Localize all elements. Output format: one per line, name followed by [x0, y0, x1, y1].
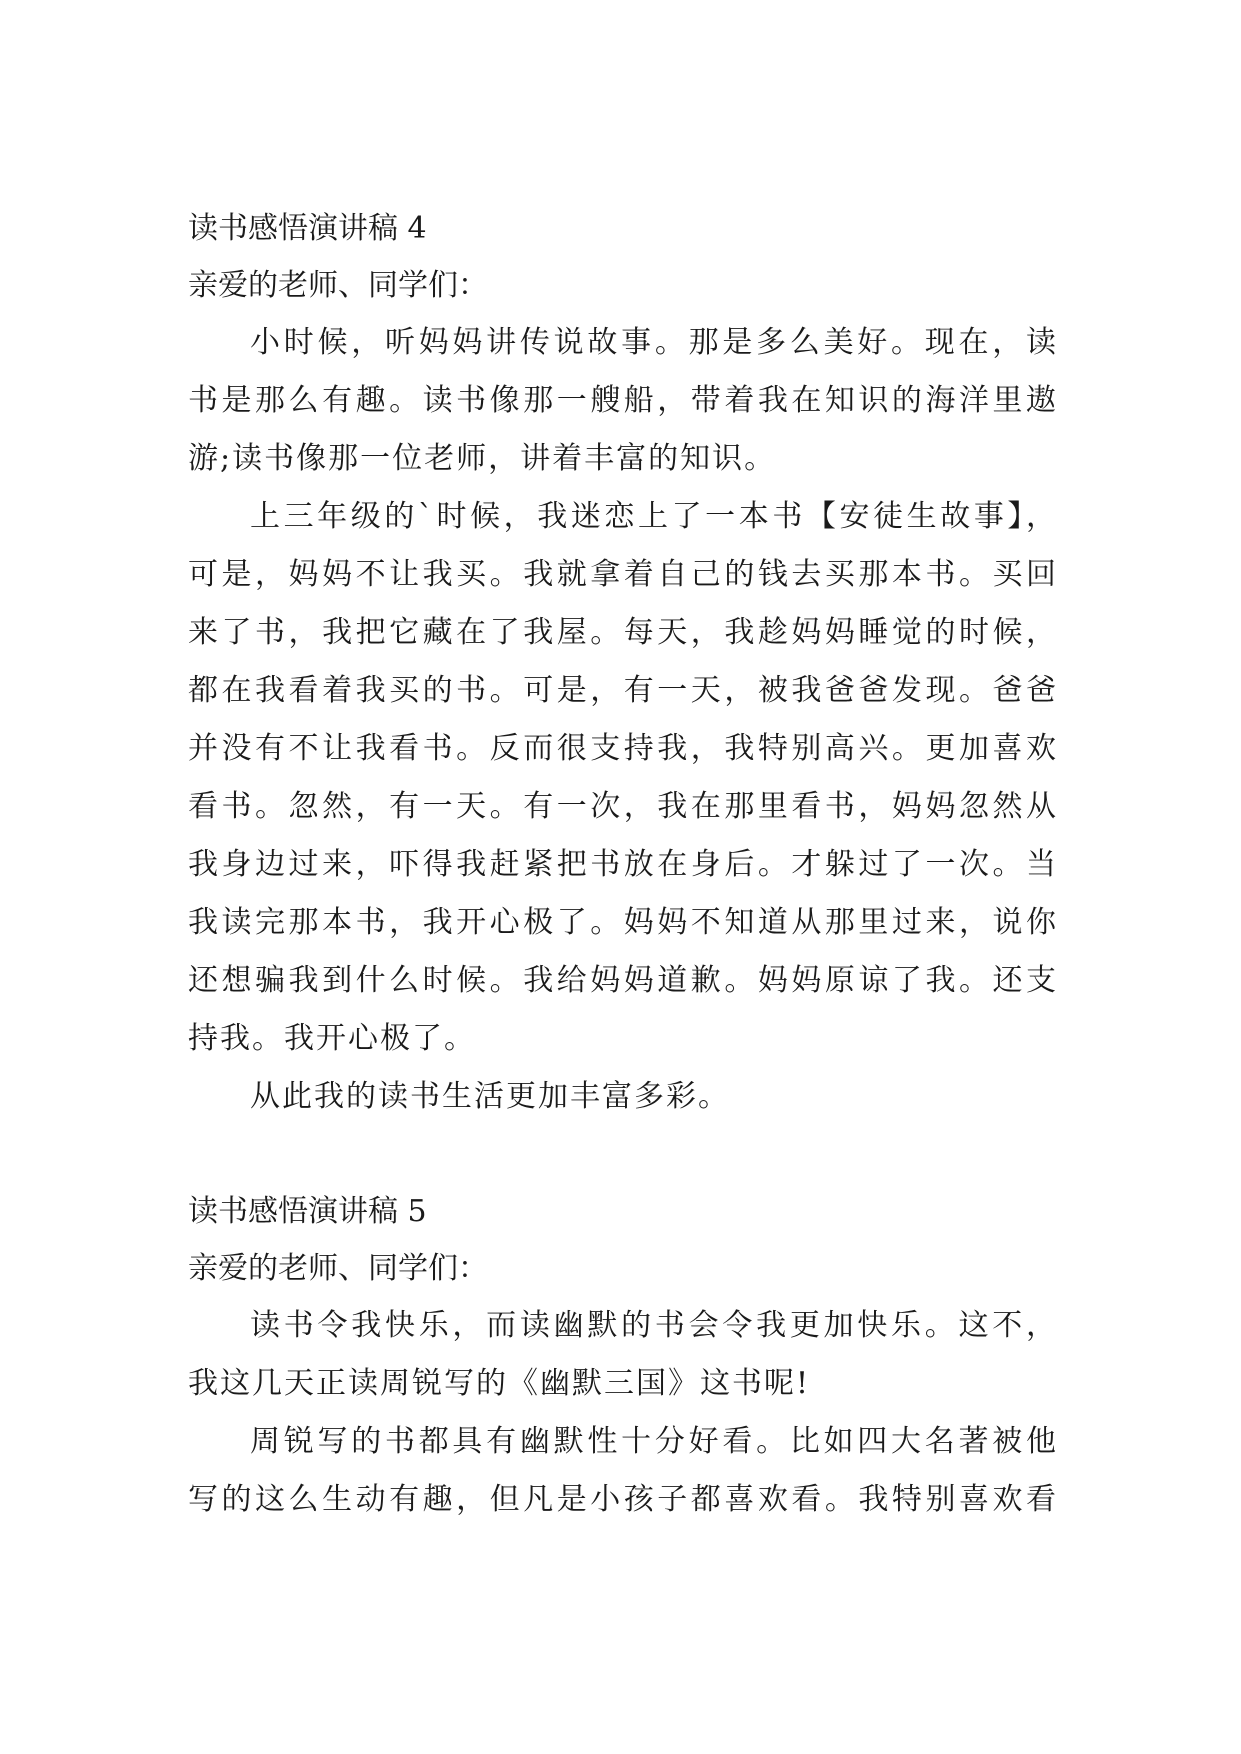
text-line: 小时候，听妈妈讲传说故事。那是多么美好。现在，读	[250, 325, 1058, 360]
text-line: 周锐写的书都具有幽默性十分好看。比如四大名著被他	[250, 1424, 1058, 1459]
text-line: 写的这么生动有趣，但凡是小孩子都喜欢看。我特别喜欢看	[188, 1482, 1058, 1517]
text-line: 我这几天正读周锐写的《幽默三国》这书呢!	[188, 1366, 811, 1401]
text-line: 可是，妈妈不让我买。我就拿着自己的钱去买那本书。买回	[188, 557, 1058, 592]
section-2	[188, 1183, 1058, 1529]
text-line: 持我。我开心极了。	[188, 1021, 476, 1056]
section-title: 读书感悟演讲稿 5	[188, 1194, 427, 1229]
text-line: 看书。忽然，有一天。有一次，我在那里看书，妈妈忽然从	[188, 789, 1058, 824]
paragraph	[188, 314, 1058, 488]
paragraph	[188, 1068, 1058, 1126]
text-line: 我读完那本书，我开心极了。妈妈不知道从那里过来，说你	[188, 905, 1058, 940]
text-line: 并没有不让我看书。反而很支持我，我特别高兴。更加喜欢	[188, 731, 1058, 766]
text-line: 都在我看着我买的书。可是，有一天，被我爸爸发现。爸爸	[188, 673, 1058, 708]
salutation: 亲爱的老师、同学们：	[188, 1251, 488, 1286]
text-line: 还想骗我到什么时候。我给妈妈道歉。妈妈原谅了我。还支	[188, 963, 1058, 998]
text-line: 从此我的读书生活更加丰富多彩。	[250, 1079, 730, 1114]
text-line: 书是那么有趣。读书像那一艘船，带着我在知识的海洋里遨	[188, 383, 1058, 418]
paragraph	[188, 488, 1058, 1068]
paragraph	[188, 1297, 1058, 1413]
section-1	[188, 200, 1058, 1126]
document-page	[188, 200, 1058, 1529]
salutation: 亲爱的老师、同学们：	[188, 268, 488, 303]
text-line: 读书令我快乐，而读幽默的书会令我更加快乐。这不，	[250, 1308, 1058, 1343]
text-line: 来了书，我把它藏在了我屋。每天，我趁妈妈睡觉的时候，	[188, 615, 1058, 650]
text-line: 我身边过来，吓得我赶紧把书放在身后。才躲过了一次。当	[188, 847, 1058, 882]
text-line: 上三年级的`时候，我迷恋上了一本书【安徒生故事】，	[250, 499, 1058, 534]
section-spacer	[188, 1126, 1058, 1183]
section-title: 读书感悟演讲稿 4	[188, 211, 427, 246]
paragraph	[188, 1413, 1058, 1529]
text-line: 游;读书像那一位老师，讲着丰富的知识。	[188, 441, 777, 476]
